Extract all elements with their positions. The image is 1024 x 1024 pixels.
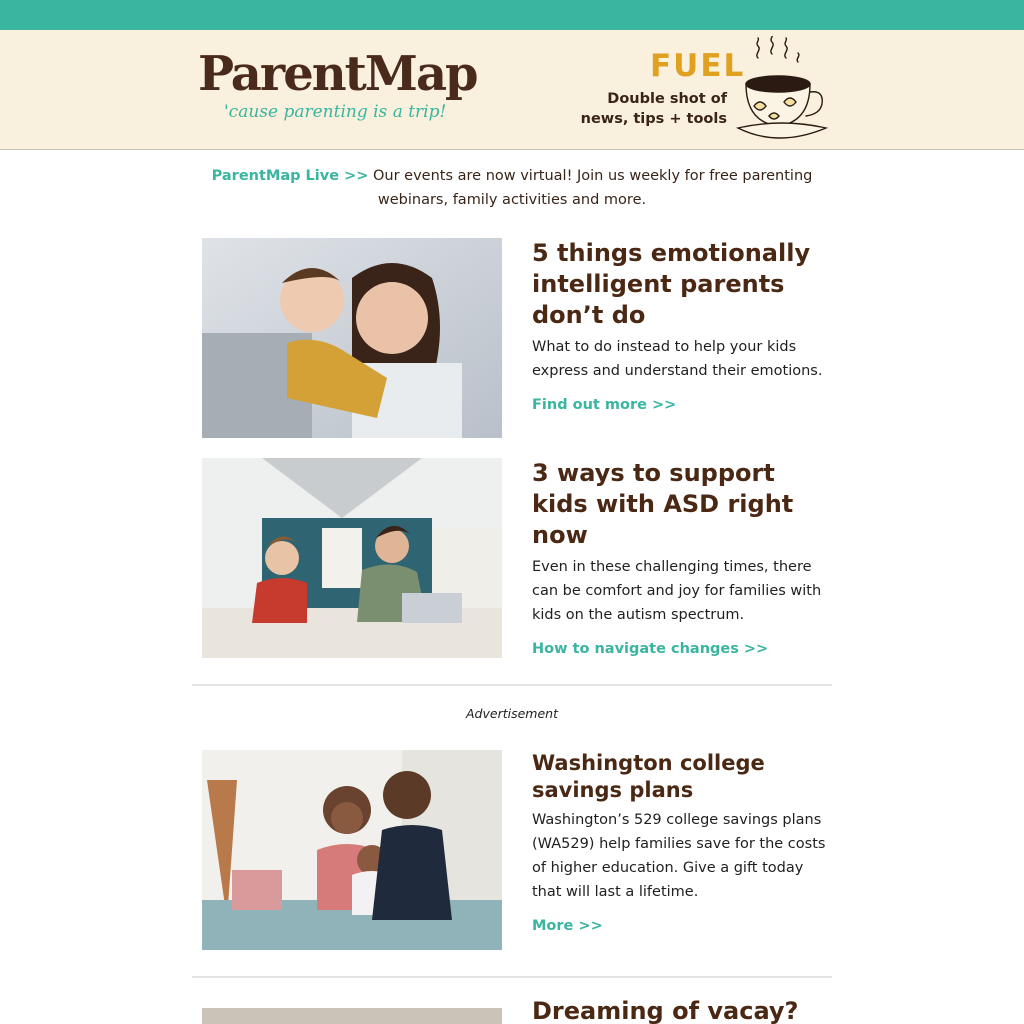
article-image-mother-child[interactable] — [202, 238, 502, 438]
logo-tagline: 'cause parenting is a trip! — [224, 102, 447, 122]
fuel-title: FUEL — [650, 48, 746, 84]
article-text — [532, 238, 832, 417]
announcement-banner — [200, 164, 824, 212]
newsletter-header — [0, 30, 1024, 150]
article-description: What to do instead to help your kids express and understand their emotions. — [532, 339, 823, 379]
article-image-vacation[interactable] — [202, 1008, 502, 1024]
advertisement-label: Advertisement — [466, 706, 558, 721]
article-image-family-home[interactable] — [202, 458, 502, 658]
article-description: Even in these challenging times, there can be comfort and joy for families with kids on the autism spectrum. — [532, 559, 822, 623]
fuel-subtitle-line2: news, tips + tools — [580, 111, 727, 127]
parentmap-logo[interactable]: ParentMap — [198, 46, 477, 102]
coffee-cup-icon — [736, 36, 828, 142]
article-link[interactable]: How to navigate changes >> — [532, 641, 769, 657]
article-link[interactable]: Find out more >> — [532, 397, 677, 413]
article-link[interactable]: More >> — [532, 918, 603, 934]
article-title[interactable]: 5 things emotionally intelligent parents don’t do — [532, 239, 811, 329]
fuel-subtitle — [581, 89, 727, 129]
section-divider — [192, 684, 832, 686]
article-title[interactable]: Washington college savings plans — [532, 751, 765, 802]
parentmap-live-link[interactable]: ParentMap Live >> — [211, 168, 369, 184]
article-text — [532, 750, 832, 938]
article-text — [532, 996, 832, 1024]
fuel-subtitle-line1: Double shot of — [607, 91, 727, 107]
article-title[interactable]: 3 ways to support kids with ASD right now — [532, 459, 794, 549]
announcement-text: Our events are now virtual! Join us weekly for free parenting webinars, family activities and more. — [368, 168, 813, 208]
section-divider — [192, 976, 832, 978]
article-title[interactable]: Dreaming of vacay? — [532, 997, 799, 1024]
article-text — [532, 458, 832, 661]
article-image-family-sofa[interactable] — [202, 750, 502, 950]
top-accent-bar — [0, 0, 1024, 30]
article-description: Washington’s 529 college savings plans (WA529) help families save for the costs of higher education. Give a gift today that will last a lifetime. — [532, 812, 826, 900]
